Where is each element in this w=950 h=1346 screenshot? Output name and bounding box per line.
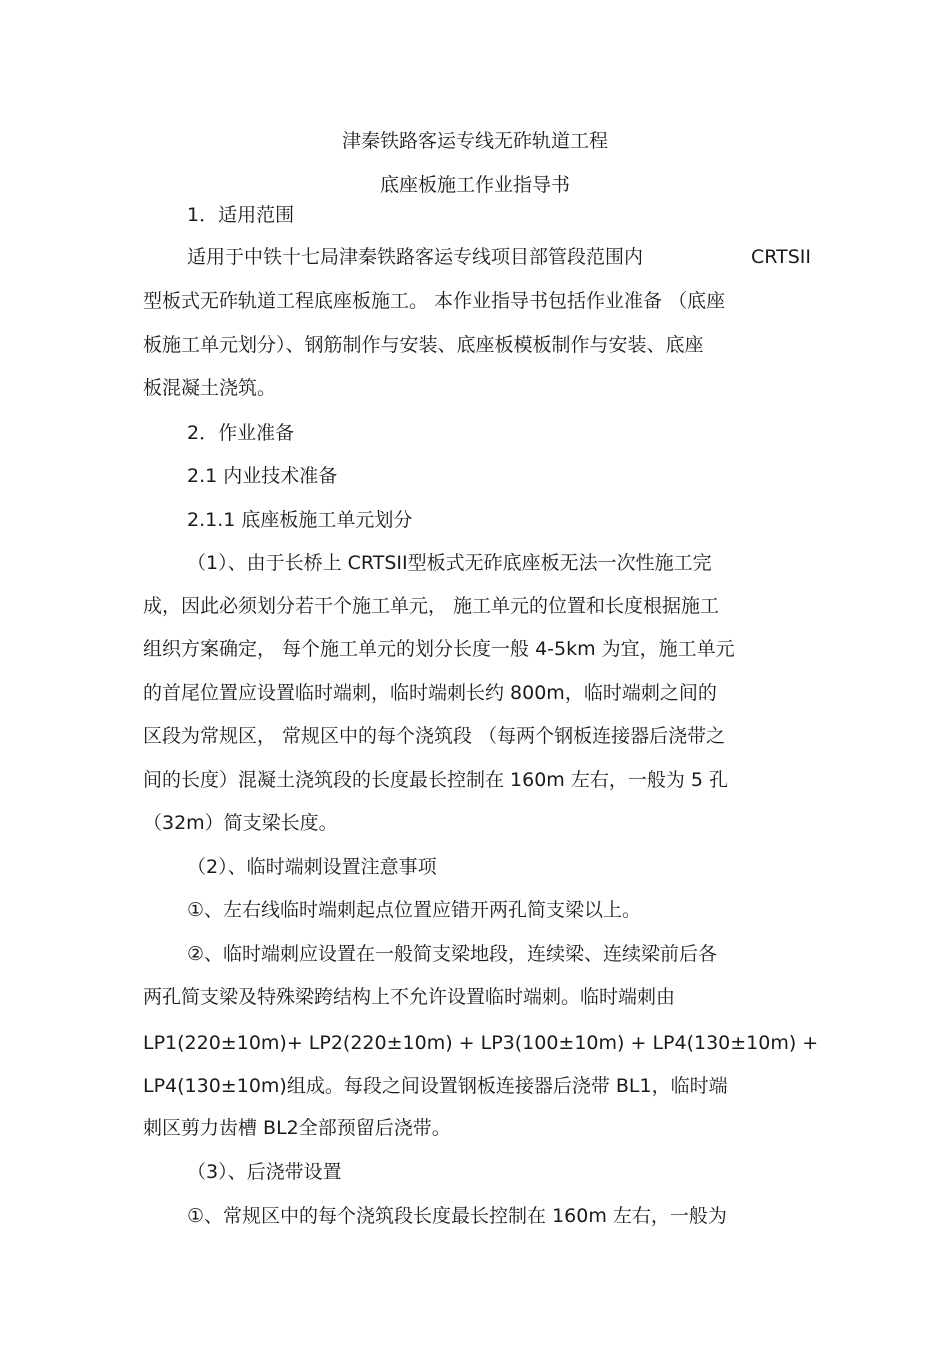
paragraph-line: 板施工单元划分）、钢筋制作与安装、底座板模板制作与安装、底座 bbox=[143, 334, 704, 356]
paragraph-line: LP1(220±10m)+ LP2(220±10m) + LP3(100±10m) + LP4(130±10m) + bbox=[143, 1032, 819, 1054]
paragraph-line: 型板式无砟轨道工程底座板施工。 本作业指导书包括作业准备 （底座 bbox=[143, 290, 726, 312]
paragraph-line-fragment: CRTSII bbox=[751, 246, 811, 268]
document-title: 津秦铁路客运专线无砟轨道工程 bbox=[341, 130, 608, 152]
subsubsection-heading: 2.1.1 底座板施工单元划分 bbox=[187, 509, 413, 531]
paragraph-line: 间的长度）混凝土浇筑段的长度最长控制在 160m 左右，一般为 5 孔 bbox=[143, 769, 729, 791]
paragraph-line: 两孔简支梁及特殊梁跨结构上不允许设置临时端刺。临时端刺由 bbox=[143, 986, 676, 1008]
paragraph-line: 适用于中铁十七局津秦铁路客运专线项目部管段范围内 bbox=[187, 246, 644, 268]
section-heading-1: 1．适用范围 bbox=[187, 204, 295, 226]
paragraph-line: LP4(130±10m)组成。每段之间设置钢板连接器后浇带 BL1，临时端 bbox=[143, 1075, 728, 1097]
paragraph-line: （32m）简支梁长度。 bbox=[143, 812, 338, 834]
paragraph-line: 刺区剪力齿槽 BL2全部预留后浇带。 bbox=[143, 1117, 451, 1139]
list-item: ①、左右线临时端刺起点位置应错开两孔简支梁以上。 bbox=[187, 899, 642, 921]
list-item: ①、常规区中的每个浇筑段长度最长控制在 160m 左右，一般为 bbox=[187, 1205, 727, 1227]
paragraph-line: （1）、由于长桥上 CRTSII型板式无砟底座板无法一次性施工完 bbox=[187, 552, 712, 574]
section-heading-2: 2．作业准备 bbox=[187, 422, 295, 444]
list-item: ②、临时端刺应设置在一般简支梁地段，连续梁、连续梁前后各 bbox=[187, 943, 718, 965]
document-subtitle: 底座板施工作业指导书 bbox=[379, 174, 570, 196]
subsection-heading: 2.1 内业技术准备 bbox=[187, 465, 338, 487]
list-heading: （3）、后浇带设置 bbox=[187, 1161, 342, 1183]
paragraph-line: 的首尾位置应设置临时端刺，临时端刺长约 800m，临时端刺之间的 bbox=[143, 682, 717, 704]
paragraph-line: 板混凝土浇筑。 bbox=[143, 377, 277, 399]
paragraph-line: 成，因此必须划分若干个施工单元， 施工单元的位置和长度根据施工 bbox=[143, 595, 720, 617]
list-heading: （2）、临时端刺设置注意事项 bbox=[187, 856, 437, 878]
paragraph-line: 区段为常规区， 常规区中的每个浇筑段 （每两个钢板连接器后浇带之 bbox=[143, 725, 726, 747]
paragraph-line: 组织方案确定， 每个施工单元的划分长度一般 4-5km 为宜，施工单元 bbox=[143, 638, 735, 660]
